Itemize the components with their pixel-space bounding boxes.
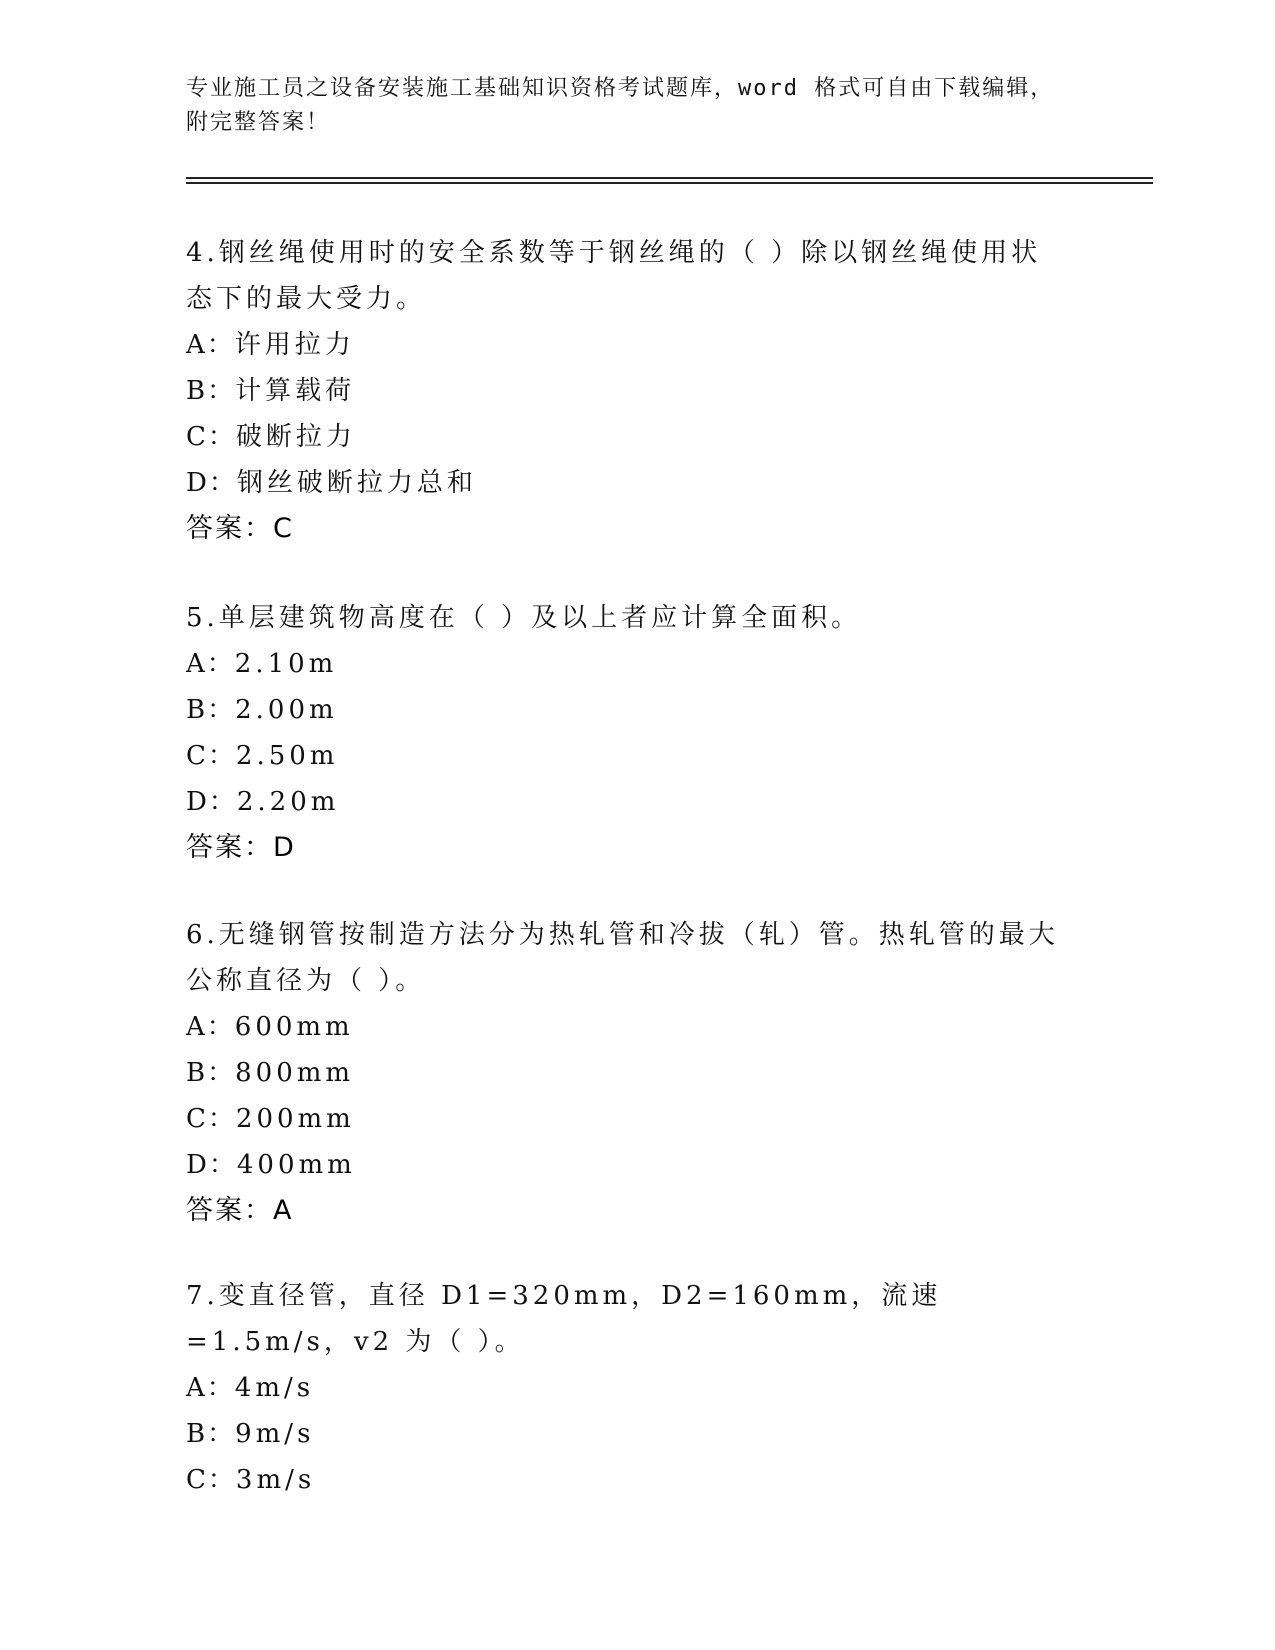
option-c (186, 733, 1086, 779)
option-b (186, 1050, 1066, 1096)
question-stem: 6.无缝钢管按制造方法分为热轧管和冷拔（轧）管。热轧管的最大公称直径为（ ）。 (186, 920, 1059, 996)
header-line-2: 附完整答案！ (186, 110, 331, 135)
option-text: 破断拉力 (235, 422, 356, 452)
option-d (186, 1142, 1066, 1188)
question-5 (186, 595, 1086, 871)
option-key: A： (186, 649, 235, 679)
option-key: C： (186, 741, 236, 771)
option-key: A： (186, 1373, 235, 1403)
option-a (186, 1004, 1066, 1050)
option-text: 2.10m (234, 649, 338, 679)
option-text: 800mm (235, 1058, 355, 1088)
option-text: 3m/s (235, 1465, 316, 1495)
option-text: 钢丝破断拉力总和 (236, 468, 477, 498)
header-line-1: 专业施工员之设备安装施工基础知识资格考试题库，word 格式可自由下载编辑， (186, 76, 1055, 101)
option-text: 计算载荷 (235, 376, 356, 406)
option-text: 400mm (236, 1150, 356, 1180)
question-stem: 4.钢丝绳使用时的安全系数等于钢丝绳的（ ）除以钢丝绳使用状态下的最大受力。 (186, 238, 1042, 314)
option-key: D： (186, 468, 237, 498)
document-header (186, 72, 1146, 140)
option-key: C： (186, 422, 236, 452)
question-7 (186, 1273, 1086, 1503)
option-text: 4m/s (234, 1373, 315, 1403)
answer-label: 答案：C (186, 513, 294, 544)
option-text: 2.50m (235, 741, 339, 771)
header-divider-top (186, 177, 1153, 179)
question-stem: 7.变直径管，直径 D1=320mm，D2=160mm，流速=1.5m/s，v2 为（ ）。 (186, 1281, 942, 1357)
option-key: D： (186, 1150, 237, 1180)
option-a (186, 641, 1086, 687)
answer-label: 答案：A (186, 1195, 294, 1226)
option-c (186, 1457, 1086, 1503)
question-4 (186, 230, 1066, 552)
option-a (186, 1365, 1086, 1411)
option-d (186, 460, 1066, 506)
question-6 (186, 912, 1066, 1234)
option-c (186, 1096, 1066, 1142)
option-key: A： (186, 1012, 235, 1042)
option-key: C： (186, 1104, 236, 1134)
option-key: A： (186, 330, 235, 360)
header-divider-bottom (186, 182, 1153, 184)
option-key: B： (186, 695, 236, 725)
option-text: 600mm (234, 1012, 354, 1042)
option-b (186, 368, 1066, 414)
question-stem: 5.单层建筑物高度在（ ）及以上者应计算全面积。 (186, 603, 862, 633)
answer-label: 答案：D (186, 832, 296, 863)
option-text: 2.20m (236, 787, 340, 817)
option-text: 2.00m (235, 695, 338, 725)
option-b (186, 687, 1086, 733)
option-text: 9m/s (235, 1419, 315, 1449)
option-b (186, 1411, 1086, 1457)
option-key: D： (186, 787, 237, 817)
option-text: 许用拉力 (234, 330, 355, 360)
option-d (186, 779, 1086, 825)
option-key: B： (186, 1419, 236, 1449)
option-key: C： (186, 1465, 236, 1495)
option-key: B： (186, 376, 236, 406)
option-a (186, 322, 1066, 368)
option-text: 200mm (235, 1104, 355, 1134)
option-c (186, 414, 1066, 460)
option-key: B： (186, 1058, 236, 1088)
